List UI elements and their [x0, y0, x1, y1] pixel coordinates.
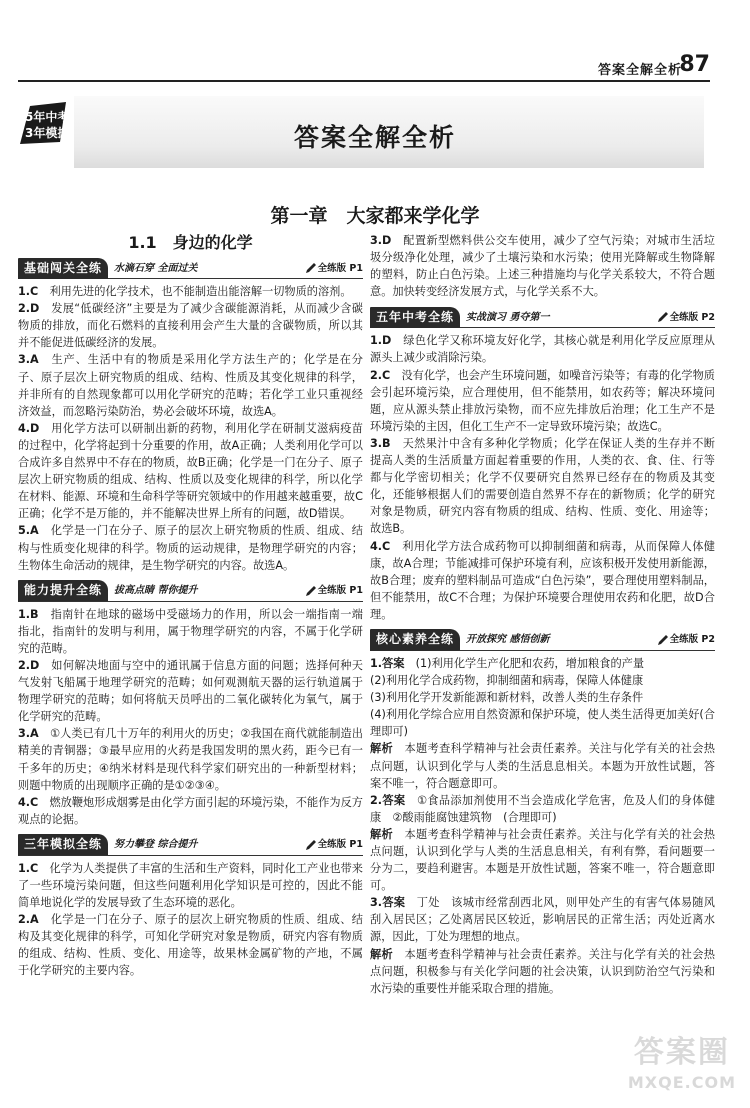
header-rule — [18, 80, 710, 82]
answer-number: 3.B — [370, 436, 391, 450]
answer-number: 3.D — [370, 234, 392, 247]
answer-number: 4.D — [18, 421, 40, 435]
answer-number: 解析 — [370, 827, 394, 841]
answer-list-literacy — [370, 655, 715, 997]
answer-text: 本题考查科学精神与社会责任素养。关注与化学有关的社会热点问题，认识到化学与人类的生活息息相关，有利有弊，看问题要一分为二，要趋利避害。本题是开放性试题，答案不唯一，符合题意即可。 — [370, 827, 715, 893]
answer-text: 丁处 该城市经常刮西北风，则甲处产生的有害气体易随风刮入居民区；乙处离居民区较近，影响居民的正常生活；丙处近离水源，因此，丁处为理想的地点。 — [370, 896, 715, 944]
answer-item — [18, 606, 363, 657]
answer-item — [18, 657, 363, 725]
block-ref: 全练版 P2 — [658, 309, 715, 326]
answer-list-mock — [18, 860, 363, 980]
watermark — [627, 1035, 736, 1098]
block-motto: 开放探究 感悟创新 — [466, 634, 550, 646]
answer-text: 利用化学方法合成药物可以抑制细菌和病毒，从而保障人体健康，故A合理；节能减排可保护环境有利，应该积极开发使用新能源，故B合理；废弃的塑料制品可造成“白色污染”，要合理使用塑料制品，但不能禁用，故C不合理；为保护环境要合理使用农药和化肥，故D合理。 — [370, 539, 715, 621]
answer-number: 4.C — [18, 795, 39, 809]
answer-number: 2.D — [18, 658, 40, 672]
answer-number: 2.答案 — [370, 793, 406, 807]
block-name: 五年中考全练 — [370, 307, 460, 328]
answer-item — [370, 894, 715, 945]
block-ref: 全练版 P1 — [306, 260, 363, 277]
answer-list-advance — [18, 606, 363, 828]
answer-text: (2)利用化学合成药物，抑制细菌和病毒，保障人体健康 — [370, 674, 644, 688]
answer-text: (3)利用化学开发新能源和新材料，改善人类的生存条件 — [370, 691, 644, 705]
answer-text: 本题考查科学精神与社会责任素养。关注与化学有关的社会热点问题，认识到化学与人类的生活息息相关。本题为开放性试题，答案不唯一，符合题意即可。 — [370, 742, 715, 790]
answer-text: 配置新型燃料供公交车使用，减少了空气污染；对城市生活垃圾分级净化处理，减少了土壤污染和水污染；使用光降解或生物降解的塑料，防止白色污染。上述三种措施均与化学关系较大，不符合题意。加快转变经济发展方式，与化学关系不大。 — [370, 234, 715, 299]
answer-item — [370, 946, 715, 997]
answer-list-exam — [370, 332, 715, 623]
answer-item — [18, 522, 363, 573]
answer-number: 2.D — [18, 302, 40, 316]
answer-number: 2.A — [18, 913, 39, 927]
logo-line1: 5年中考 — [25, 110, 70, 124]
answer-number: 解析 — [370, 947, 394, 961]
answer-item — [370, 706, 715, 740]
watermark-line1: 答案圈 — [633, 1035, 730, 1070]
answer-item — [370, 689, 715, 706]
block-header-advance — [18, 581, 363, 602]
answer-text: 生产、生活中有的物质是采用化学方法生产的；化学是在分子、原子层次上研究物质的组成、结构、性质及其变化规律的科学，并非所有的自然现象都可以用化学研究的范畴；若化学工业只重视经济效益，而忽略污染防治，势必会破坏环境，故选A。 — [18, 353, 363, 418]
answer-text: (4)利用化学综合应用自然资源和保护环境，使人类生活得更加美好(合理即可) — [370, 708, 715, 739]
answer-text: 化学为人类提供了丰富的生活和生产资料，同时化工产业也带来了一些环境污染问题，但这些问题利用化学知识是可控的，因此不能简单地说化学的发展导致了生态环境的恶化。 — [18, 861, 363, 910]
answer-text: (1)利用化学生产化肥和农药，增加粮食的产量 — [415, 656, 645, 670]
logo-line2: 3年模拟 — [25, 126, 70, 140]
block-header-basic — [18, 258, 363, 279]
pencil-icon — [306, 263, 316, 273]
answer-item — [370, 792, 715, 826]
chapter-title: 第一章 大家都来学化学 — [270, 205, 480, 227]
block-header-mock — [18, 835, 363, 856]
block-ref: 全练版 P2 — [658, 631, 715, 648]
answer-number: 1.C — [18, 861, 39, 875]
answer-item — [18, 794, 363, 828]
answer-number: 1.C — [18, 285, 39, 299]
answer-text: 化学是一门在分子、原子的层次上研究物质的性质、组成、结构与性质变化规律的科学。物质的运动规律，是物理学研究的内容；生物体生命活动的规律，是生物学研究的内容。故选A。 — [18, 524, 363, 572]
answer-number: 4.C — [370, 539, 391, 553]
block-name: 核心素养全练 — [370, 629, 460, 650]
answer-text: 绿色化学又称环境友好化学，其核心就是利用化学反应原理从源头上减少或消除污染。 — [370, 334, 715, 365]
answer-number: 3.答案 — [370, 896, 406, 910]
answer-text: 指南针在地球的磁场中受磁场力的作用，所以会一端指南一端指北，指南针的发明与利用，属于物理学研究的内容，不属于化学研究的范畴。 — [18, 607, 363, 655]
answer-text: 燃放鞭炮形成烟雾是由化学方面引起的环境污染，不能作为反方观点的论据。 — [18, 795, 363, 826]
answer-number: 2.C — [370, 368, 391, 382]
answer-item — [18, 300, 363, 351]
answer-item — [370, 332, 715, 366]
answer-list-basic — [18, 283, 363, 574]
right-column — [370, 232, 715, 997]
block-header-literacy — [370, 630, 715, 651]
answer-item — [370, 826, 715, 894]
block-name: 基础闯关全练 — [18, 258, 108, 279]
block-motto: 努力攀登 综合提升 — [114, 839, 198, 851]
answer-text: 天然果汁中含有多种化学物质；化学在保证人类的生存并不断提高人类的生活质量方面起着重要的作用，人类的衣、食、住、行等都与化学密切相关；化学不仅要研究自然界已经存在的物质及其变化，还能够根据人们的需要创造自然界不存在的新物质；化学的研究对象是物质，研究内容有物质的组成、结构、性质、变化、用途等；故选B。 — [370, 436, 715, 536]
block-name: 能力提升全练 — [18, 580, 108, 601]
answer-item — [18, 725, 363, 793]
answer-text: ①食品添加剂使用不当会造成化学危害，危及人们的身体健康 ②酸雨能腐蚀建筑物 (合理即可) — [370, 793, 715, 824]
answer-text: 本题考查科学精神与社会责任素养。关注与化学有关的社会热点问题，积极参与有关化学问题的社会决策，认识到防治空气污染和水污染的重要性并能采取合理的措施。 — [370, 947, 715, 995]
answer-list-continued — [370, 232, 715, 300]
running-title: 答案全解全析 — [597, 63, 682, 78]
answer-number: 1.答案 — [370, 656, 405, 670]
answer-text: 如何解决地面与空中的通讯属于信息方面的问题；选择何种天气发射飞船属于地理学研究的范畴；如何观测航天器的运行轨道属于物理学研究的范畴；如何将航天员呼出的二氧化碳转化为氧气，属于化学研究的范畴。 — [18, 658, 363, 724]
block-header-exam — [370, 307, 715, 328]
answer-item — [18, 283, 363, 300]
answer-number: 3.A — [18, 727, 39, 741]
answer-item — [370, 435, 715, 538]
answer-number: 1.B — [18, 607, 39, 621]
answer-item — [18, 351, 363, 419]
pencil-icon — [658, 635, 668, 645]
block-name: 三年模拟全练 — [18, 834, 108, 855]
pencil-icon — [658, 312, 668, 322]
answer-item — [370, 367, 715, 435]
answer-item — [18, 420, 363, 523]
answer-item — [370, 655, 715, 672]
answer-item — [18, 860, 363, 911]
answer-item — [18, 911, 363, 979]
answer-number: 5.A — [18, 524, 39, 538]
block-motto: 拔高点睛 帮你提升 — [114, 585, 198, 597]
answer-text: 利用先进的化学技术，也不能制造出能溶解一切物质的溶剂。 — [49, 285, 352, 299]
page-number: 87 — [679, 52, 710, 77]
left-column — [18, 232, 363, 980]
answer-number: 3.A — [18, 353, 39, 367]
answer-text: 用化学方法可以研制出新的药物，利用化学在研制艾滋病疫苗的过程中，化学将起到十分重要的作用，故A正确；人类利用化学可以合成许多自然界中不存在的物质，故B正确；化学是一门在分子、原子层次上研究物质的组成、结构、性质以及变化规律的科学，所以化学在材料、能源、环境和生命科学等研究领域中的作用越来越重要，故C正确；化学不是万能的，并不能解决世界上所有的问题，故D错误。 — [18, 421, 363, 521]
answer-text: 化学是一门在分子、原子的层次上研究物质的性质、组成、结构及其变化规律的科学，可知化学研究对象是物质，研究内容有物质的组成、结构、性质、变化、用途等，故果林金属矿物的产地，不属于化学研究的主要内容。 — [18, 913, 363, 978]
block-motto: 水滴石穿 全面过关 — [114, 262, 198, 274]
block-ref: 全练版 P1 — [306, 582, 363, 599]
answer-number: 1.D — [370, 334, 392, 348]
block-motto: 实战演习 勇夺第一 — [466, 311, 550, 323]
answer-text: ①人类已有几十万年的利用火的历史；②我国在商代就能制造出精美的青铜器；③最早应用的火药是我国发明的黑火药，距今已有一千多年的历史；④纳米材料是现代科学家们研究出的一种新型材料；则题中物质的出现顺序正确的是①②③④。 — [18, 727, 363, 792]
answer-item — [370, 672, 715, 689]
page-title: 答案全解全析 — [293, 123, 456, 152]
pencil-icon — [306, 840, 316, 850]
page-header — [0, 0, 750, 80]
answer-item — [370, 232, 715, 300]
answer-item — [370, 538, 715, 623]
pencil-icon — [306, 586, 316, 596]
answer-number: 解析 — [370, 742, 394, 756]
watermark-line2: MXQE.COM — [627, 1073, 736, 1092]
answer-text: 没有化学，也会产生环境问题，如噪音污染等；有毒的化学物质会引起环境污染，应合理使用，但不能禁用，如农药等；解决环境问题，应从源头禁止排放污染物，而不应先排放后治理；化工生产不是环境污染的主因，但化工生产不一定导致环境污染；故选C。 — [370, 368, 715, 433]
answer-item — [370, 740, 715, 791]
section-title: 1.1 身边的化学 — [128, 233, 253, 252]
answer-text: 发展“低碳经济”主要是为了减少含碳能源消耗，从而减少含碳物质的排放，而化石燃料的直接利用会产生大量的含碳物质，所以其并不能促进低碳经济的发展。 — [18, 302, 363, 350]
block-ref: 全练版 P1 — [306, 836, 363, 853]
